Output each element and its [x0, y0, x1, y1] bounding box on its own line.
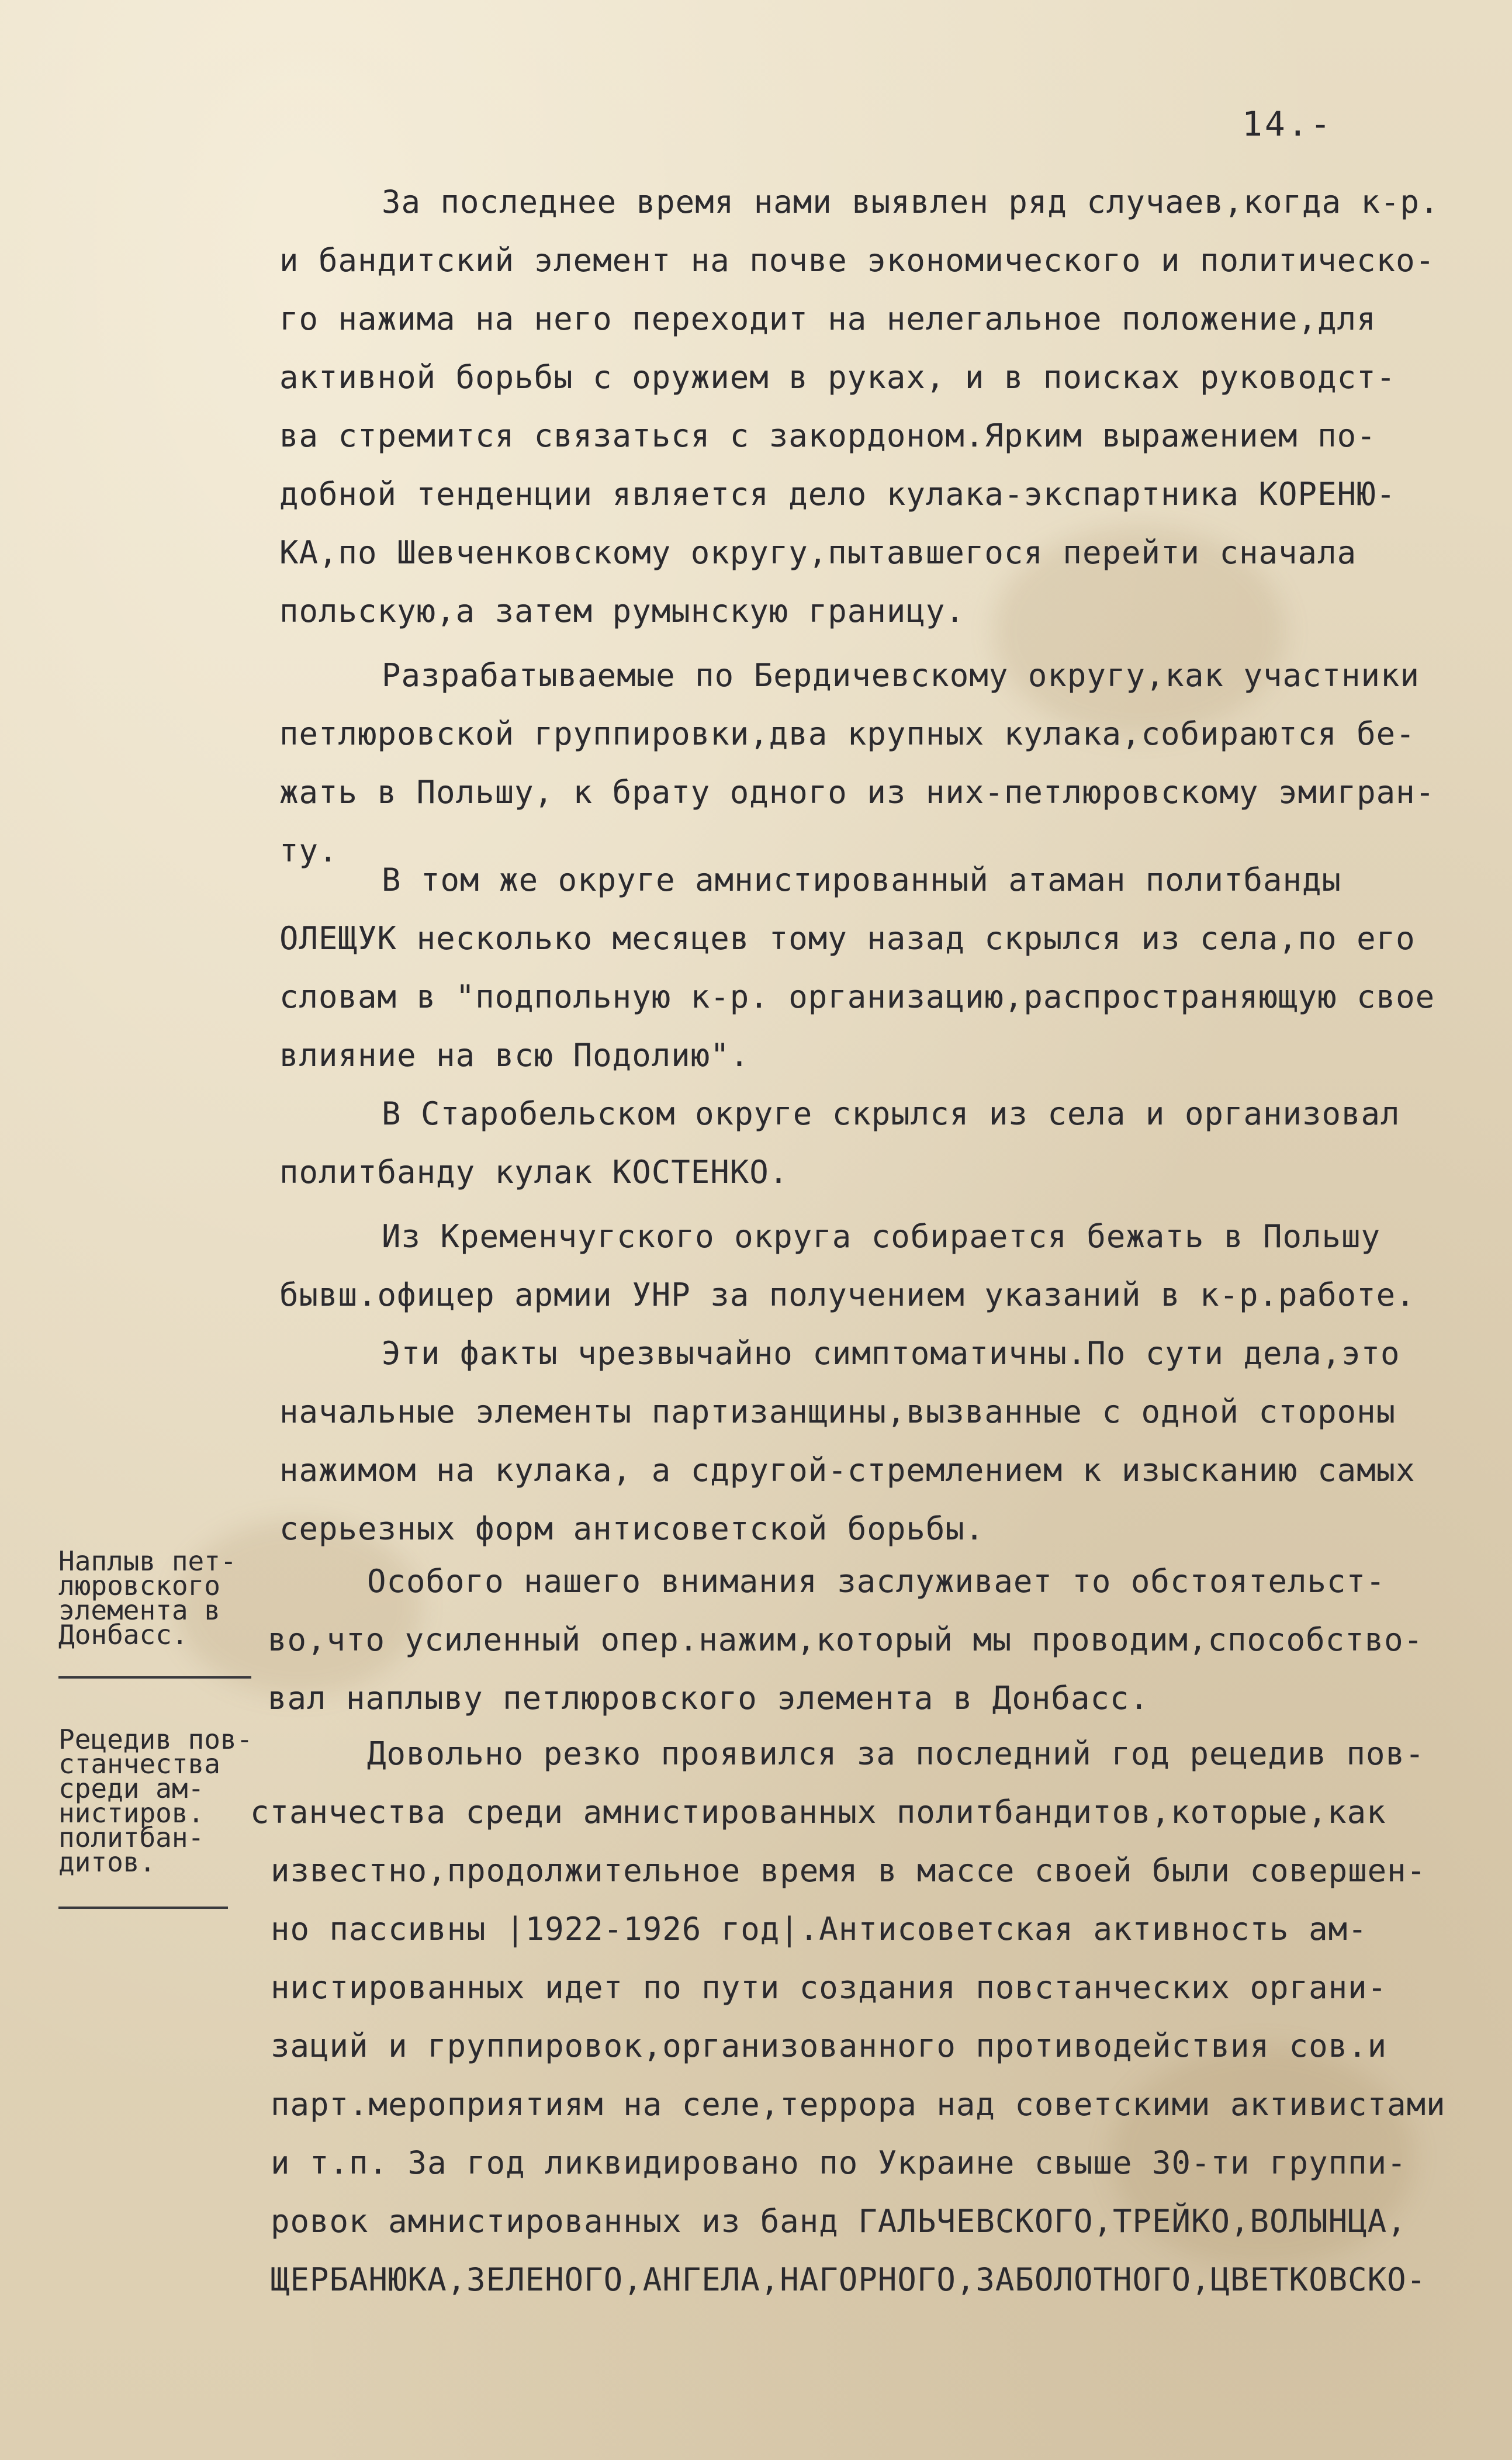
text-line: ту. [279, 832, 338, 869]
text-line: бывш.офицер армии УНР за получением указаний в к-р.работе. [279, 1276, 1416, 1313]
text-line: во,что усиленный опер.нажим,который мы проводим,способство- [268, 1621, 1424, 1658]
margin-note-line: дитов. [58, 1846, 156, 1878]
text-line: Эти факты чрезвычайно симптоматичны.По сути дела,это [382, 1335, 1400, 1372]
margin-note-line: Наплыв пет- [58, 1545, 237, 1577]
text-line: В Старобельском округе скрылся из села и организовал [382, 1095, 1400, 1132]
text-line: Довольно резко проявился за последний год рецедив пов- [367, 1735, 1425, 1772]
margin-note-recidivism [58, 1724, 269, 1878]
text-line: серьезных форм антисоветской борьбы. [279, 1510, 985, 1547]
text-line: ва стремится связаться с закордоном.Ярким выражением по- [279, 417, 1376, 454]
text-line: известно,продолжительное время в массе своей были совершен- [271, 1852, 1427, 1889]
margin-note-line: Донбасс. [58, 1619, 188, 1651]
text-line: жать в Польшу, к брату одного из них-петлюровскому эмигран- [279, 774, 1435, 811]
text-line: вал наплыву петлюровского элемента в Донбасс. [268, 1680, 1149, 1717]
text-line: ОЛЕЩУК несколько месяцев тому назад скрылся из села,по его [279, 920, 1416, 957]
text-line: и т.п. За год ликвидировано по Украине свыше 30-ти группи- [271, 2144, 1407, 2181]
margin-note-line: Рецедив пов- [58, 1724, 253, 1755]
paragraph-1 [279, 173, 1440, 641]
text-line: начальные элементы партизанщины,вызванные с одной стороны [279, 1393, 1396, 1430]
text-line: ЩЕРБАНЮКА,ЗЕЛЕНОГО,АНГЕЛА,НАГОРНОГО,ЗАБОЛОТНОГО,ЦВЕТКОВСКО- [271, 2261, 1427, 2298]
paragraph-7 [268, 1552, 1424, 1728]
margin-note-donbass [58, 1545, 269, 1651]
text-line: словам в "подпольную к-р. организацию,распространяющую свое [279, 978, 1435, 1015]
text-line: влияние на всю Подолию". [279, 1037, 750, 1074]
paragraph-2 [279, 646, 1435, 880]
page-number: 14.- [1242, 104, 1333, 144]
text-line: петлюровской группировки,два крупных кулака,собираются бе- [279, 715, 1416, 752]
paragraph-4 [279, 1085, 1400, 1202]
margin-note-line: среди ам- [58, 1773, 205, 1804]
text-line: Из Кременчугского округа собирается бежать в Польшу [382, 1218, 1381, 1255]
text-line: нажимом на кулака, а сдругой-стремлением к изысканию самых [279, 1452, 1416, 1489]
text-line: добной тенденции является дело кулака-экспартника КОРЕНЮ- [279, 476, 1396, 513]
margin-note-line: люровского [58, 1570, 220, 1601]
text-line: станчества среди амнистированных политбандитов,которые,как [250, 1794, 1386, 1831]
margin-note-line: политбан- [58, 1822, 205, 1853]
margin-note-underline [58, 1907, 228, 1909]
text-line: политбанду кулак КОСТЕНКО. [279, 1154, 789, 1191]
text-line: В том же округе амнистированный атаман политбанды [382, 861, 1342, 898]
margin-note-line: нистиров. [58, 1797, 205, 1829]
text-line: парт.мероприятиям на селе,террора над советскими активистами [271, 2086, 1446, 2123]
paragraph-5 [279, 1207, 1416, 1324]
text-line: За последнее время нами выявлен ряд случаев,когда к-р. [382, 184, 1440, 220]
text-line: заций и группировок,организованного противодействия сов.и [271, 2027, 1388, 2064]
text-line: КА,по Шевченковскому округу,пытавшегося перейти сначала [279, 534, 1357, 571]
text-line: го нажима на него переходит на нелегальное положение,для [279, 300, 1376, 337]
text-line: ровок амнистированных из банд ГАЛЬЧЕВСКОГО,ТРЕЙКО,ВОЛЫНЦА, [271, 2203, 1407, 2240]
text-line: активной борьбы с оружием в руках, и в поисках руководст- [279, 359, 1396, 396]
text-line: и бандитский элемент на почве экономического и политическо- [279, 242, 1435, 279]
text-line: Особого нашего внимания заслуживает то обстоятельст- [367, 1563, 1386, 1600]
text-line: Разрабатываемые по Бердичевскому округу,как участники [382, 657, 1420, 694]
margin-note-line: элемента в [58, 1594, 220, 1626]
paragraph-6 [279, 1324, 1416, 1558]
text-line: но пассивны |1922-1926 год|.Антисоветская активность ам- [271, 1911, 1368, 1947]
margin-note-line: станчества [58, 1748, 220, 1780]
margin-note-underline [58, 1676, 251, 1679]
text-line: польскую,а затем румынскую границу. [279, 593, 965, 629]
paragraph-3 [279, 851, 1435, 1085]
paragraph-8 [250, 1725, 1446, 2309]
text-line: нистированных идет по пути создания повстанческих органи- [271, 1969, 1388, 2006]
